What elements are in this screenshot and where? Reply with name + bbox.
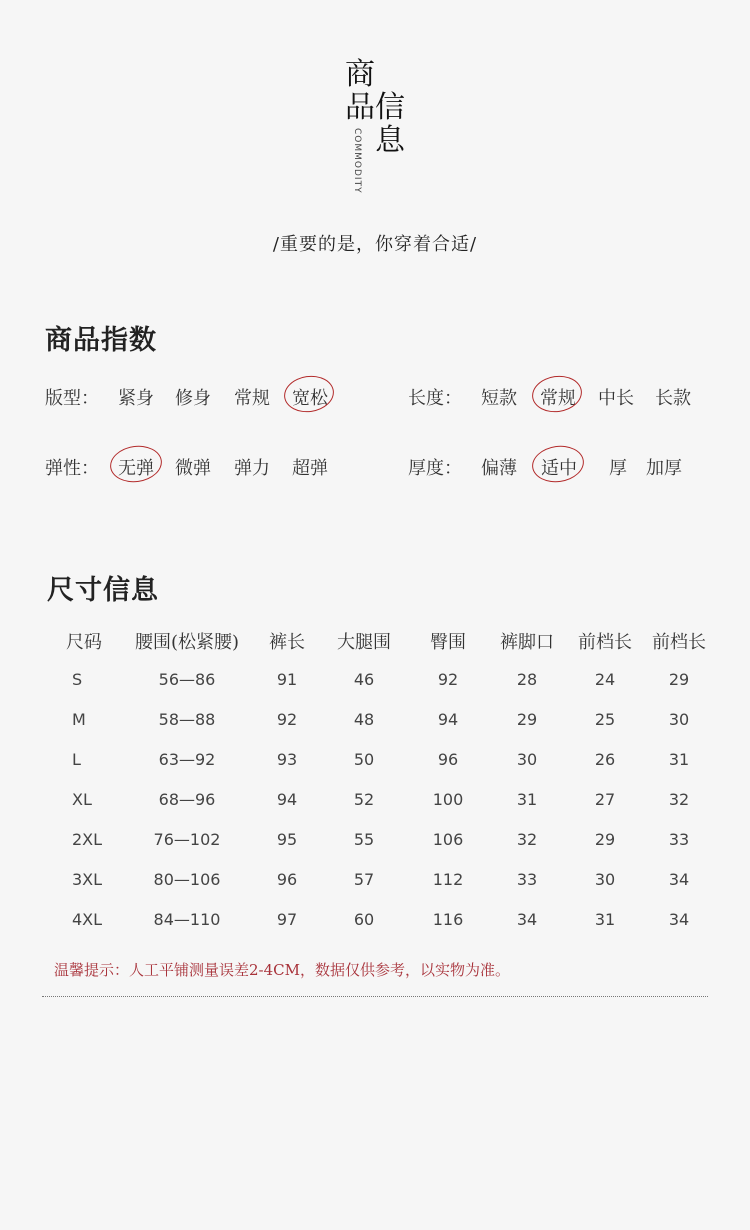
index-option-selected: 适中: [541, 458, 577, 479]
table-cell: 106: [432, 830, 464, 849]
table-cell: 68—96: [158, 790, 216, 809]
table-cell: 91: [276, 670, 298, 689]
index-option: 加厚: [646, 458, 682, 479]
table-cell: 60: [353, 910, 375, 929]
size-table-header: 前档长: [578, 632, 632, 653]
index-option: 偏薄: [481, 458, 517, 479]
table-cell: 58—88: [158, 710, 216, 729]
table-cell: 28: [516, 670, 538, 689]
index-label: 弹性：: [45, 458, 99, 479]
table-cell: 63—92: [158, 750, 216, 769]
title-char: 品: [345, 90, 375, 125]
table-cell: 32: [668, 790, 690, 809]
index-option: 微弹: [175, 458, 211, 479]
table-cell: 76—102: [153, 830, 221, 849]
table-cell: 30: [668, 710, 690, 729]
table-cell: 29: [594, 830, 616, 849]
table-cell: 29: [668, 670, 690, 689]
table-cell: 57: [353, 870, 375, 889]
table-cell: 52: [353, 790, 375, 809]
table-cell: 55: [353, 830, 375, 849]
index-option: 修身: [175, 388, 211, 409]
table-cell: 2XL: [72, 830, 103, 849]
table-cell: 31: [516, 790, 538, 809]
table-cell: 93: [276, 750, 298, 769]
table-cell: 80—106: [153, 870, 221, 889]
table-cell: 3XL: [72, 870, 103, 889]
index-option: 常规: [234, 388, 270, 409]
table-cell: 84—110: [153, 910, 221, 929]
section-title-index: 商品指数: [45, 325, 157, 356]
table-cell: 94: [276, 790, 298, 809]
title-char: 商: [345, 57, 375, 92]
table-cell: 97: [276, 910, 298, 929]
index-option: 长款: [655, 388, 691, 409]
size-table-header: 前档长: [652, 632, 706, 653]
table-cell: 31: [594, 910, 616, 929]
index-option-selected: 宽松: [292, 388, 328, 409]
table-cell: 96: [437, 750, 459, 769]
index-option-selected: 常规: [540, 388, 576, 409]
table-cell: 56—86: [158, 670, 216, 689]
table-cell: 30: [594, 870, 616, 889]
table-cell: 46: [353, 670, 375, 689]
index-option: 中长: [598, 388, 634, 409]
table-cell: 116: [432, 910, 464, 929]
table-cell: XL: [72, 790, 92, 809]
index-option: 短款: [481, 388, 517, 409]
table-cell: 95: [276, 830, 298, 849]
table-cell: 50: [353, 750, 375, 769]
table-cell: 33: [668, 830, 690, 849]
table-cell: 34: [668, 910, 690, 929]
table-cell: 92: [437, 670, 459, 689]
table-cell: 34: [668, 870, 690, 889]
table-cell: 27: [594, 790, 616, 809]
dotted-divider: [42, 996, 708, 997]
table-cell: L: [72, 750, 81, 769]
table-cell: 94: [437, 710, 459, 729]
size-table-header: 裤长: [269, 632, 305, 653]
table-cell: 48: [353, 710, 375, 729]
table-cell: 4XL: [72, 910, 103, 929]
index-option: 弹力: [234, 458, 270, 479]
table-cell: 25: [594, 710, 616, 729]
table-cell: 100: [432, 790, 464, 809]
index-label: 厚度：: [408, 458, 462, 479]
table-cell: 24: [594, 670, 616, 689]
slogan: /重要的是，你穿着合适/: [272, 234, 478, 255]
table-cell: 32: [516, 830, 538, 849]
size-table-header: 腰围(松紧腰): [134, 632, 240, 653]
table-cell: 34: [516, 910, 538, 929]
header-subtitle-en: COMMODITY: [352, 128, 362, 194]
index-option: 紧身: [118, 388, 154, 409]
index-label: 版型：: [45, 388, 99, 409]
size-table-header: 尺码: [66, 632, 102, 653]
table-cell: 112: [432, 870, 464, 889]
table-cell: 31: [668, 750, 690, 769]
table-cell: 92: [276, 710, 298, 729]
section-title-size: 尺寸信息: [47, 575, 159, 606]
table-cell: M: [72, 710, 86, 729]
table-cell: 96: [276, 870, 298, 889]
index-option: 超弹: [292, 458, 328, 479]
table-cell: 33: [516, 870, 538, 889]
table-cell: 30: [516, 750, 538, 769]
index-option-selected: 无弹: [118, 458, 154, 479]
title-char: 信: [375, 90, 405, 125]
table-cell: S: [72, 670, 83, 689]
table-cell: 29: [516, 710, 538, 729]
size-table-header: 臀围: [430, 632, 466, 653]
table-cell: 26: [594, 750, 616, 769]
size-table-header: 大腿围: [337, 632, 391, 653]
title-char: 息: [375, 123, 405, 158]
size-note: 温馨提示：人工平铺测量误差2-4CM，数据仅供参考，以实物为准。: [54, 961, 510, 979]
index-label: 长度：: [408, 388, 462, 409]
size-table-header: 裤脚口: [500, 632, 554, 653]
index-option: 厚: [609, 458, 627, 479]
